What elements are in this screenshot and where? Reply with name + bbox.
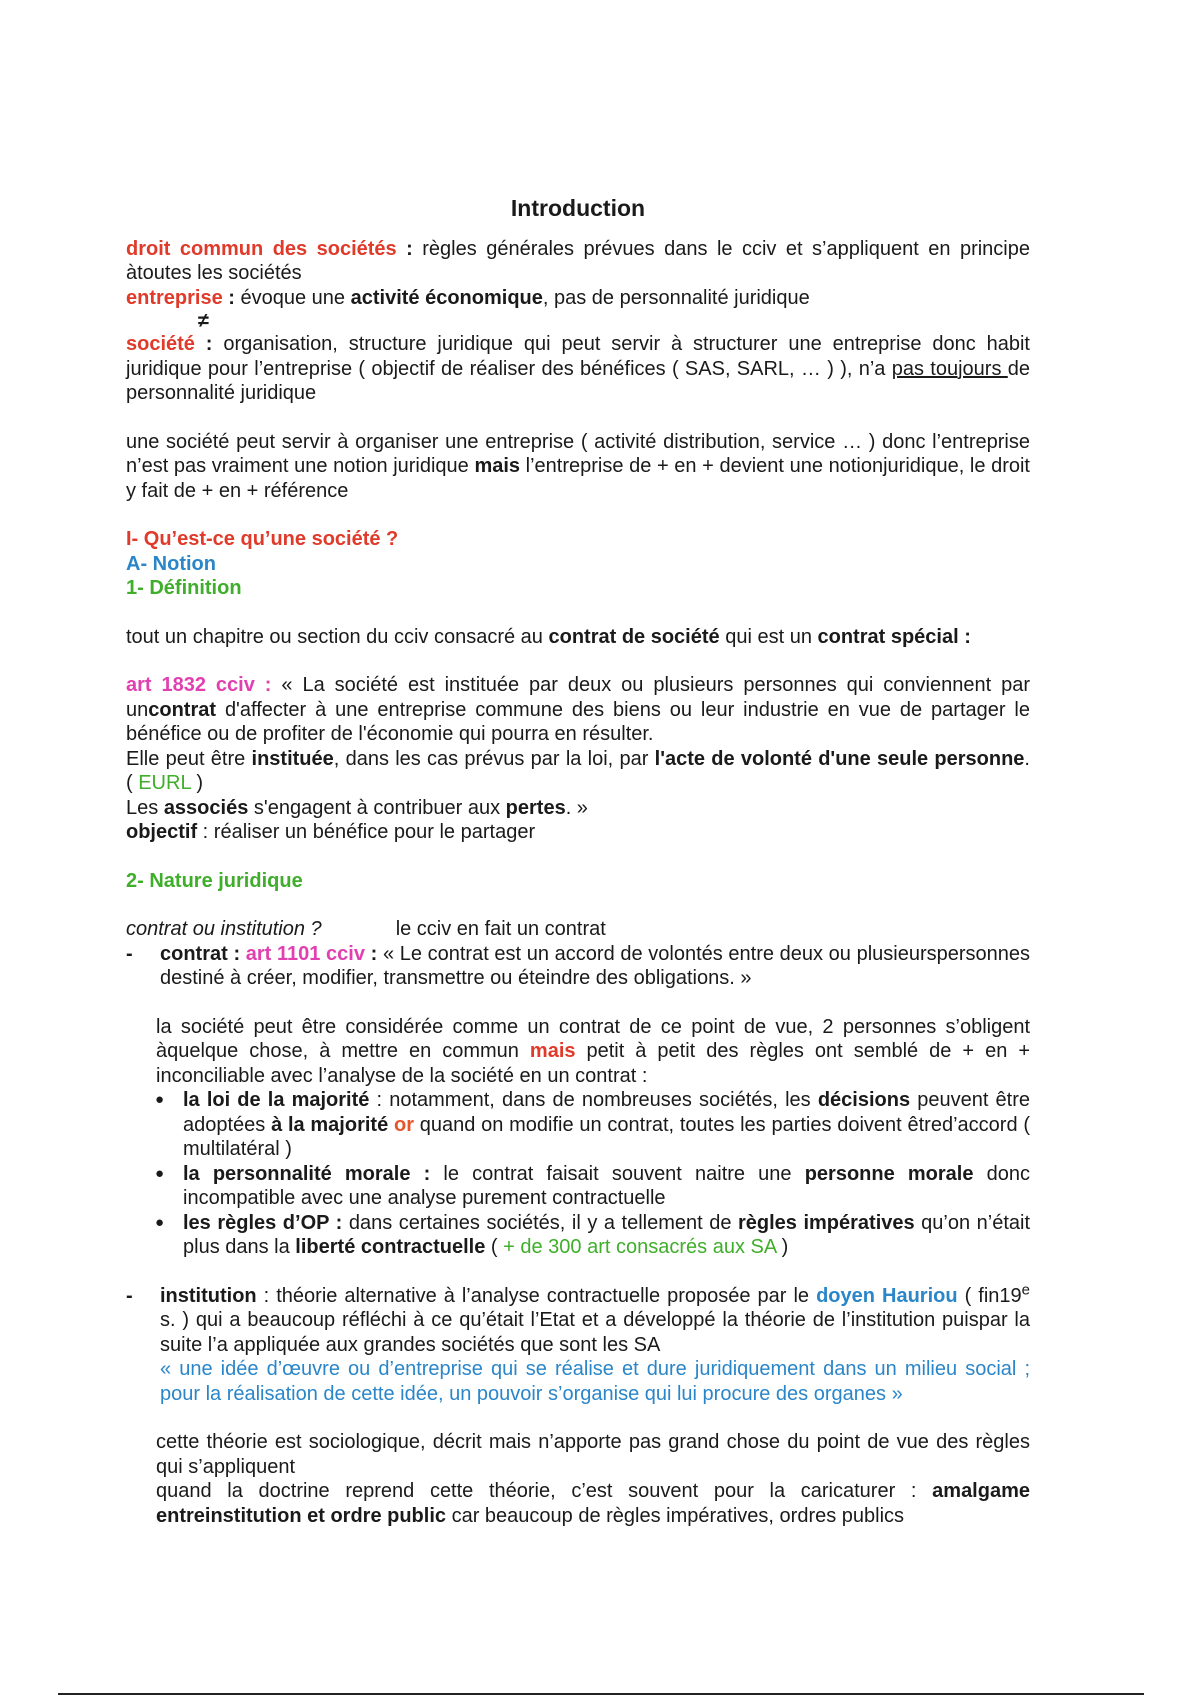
paragraph-text: le contrat faisait souvent naitre une: [430, 1162, 805, 1185]
heading-section-2: 2- Nature juridique: [126, 869, 303, 892]
definition-text: , pas de personnalité juridique: [542, 286, 810, 309]
term-societe: société: [126, 333, 195, 355]
closing-paragraph-2: [156, 1479, 1030, 1528]
quote-text: . »: [565, 796, 588, 819]
institution-item: [126, 1280, 1030, 1407]
article-ref-1832: art 1832 cciv :: [126, 674, 272, 696]
page-title: Introduction: [510, 195, 646, 221]
document-page: [126, 196, 1030, 1528]
emphasis-or: or: [393, 1113, 414, 1136]
quote-text: d'affecter à une entreprise commune des biens ou leur industrie en vue de partager le bénéfice ou de profiter de l'économie qui pourra en résulter.: [126, 698, 1030, 745]
dash-marker: -: [126, 942, 133, 965]
list-item: [183, 1211, 1030, 1260]
paragraph-analysis: [156, 1015, 1030, 1089]
paragraph-text: qui est un: [719, 625, 818, 648]
paragraph-text: ): [776, 1236, 789, 1258]
emphasis-mais: mais: [529, 1040, 576, 1062]
paragraph-text: quand la doctrine reprend cette théorie, c’est souvent pour la caricaturer :: [156, 1480, 933, 1502]
quote-text: , dans les cas prévus par la loi, par: [333, 747, 655, 770]
question-line: [126, 917, 1030, 942]
emphasis: contrat spécial :: [817, 625, 971, 648]
emphasis: décisions: [817, 1089, 911, 1111]
quote-text: « Le contrat est un accord de volontés entre deux ou plusieurspersonnes destiné à créer, modifier, transmettre ou éteindre des obligations. »: [160, 942, 1031, 989]
question-italic: contrat ou institution ?: [126, 918, 322, 940]
paragraph-text: l’entreprise de + en + devient une notionjuridique, le droit y fait de + en + référence: [126, 455, 1030, 502]
hauriou-quote: « une idée d’œuvre ou d’entreprise qui se réalise et dure juridiquement dans un milieu social ; pour la réalisation de cette idée, un pouvoir s’organise qui lui procure des organes »: [160, 1358, 1030, 1405]
definition-droit-commun: [126, 237, 1030, 286]
paragraph-text: s. ) qui a beaucoup réfléchi à ce qu’était l’Etat et a développé la théorie de l’institution puispar la suite l’a appliquée aux grandes sociétés que sont les SA: [160, 1309, 1030, 1356]
emphasis: instituée: [251, 747, 334, 770]
heading-section-I: I- Qu’est-ce qu’une société ?: [126, 528, 399, 550]
not-equal-symbol: ≠: [198, 310, 209, 332]
definition-entreprise: [126, 286, 1030, 311]
emphasis: les règles d’OP :: [183, 1211, 343, 1234]
paragraph-text: donc incompatible avec une analyse purement contractuelle: [183, 1162, 1030, 1209]
paragraph-text: ( fin19: [957, 1284, 1022, 1307]
definition-text: organisation, structure juridique qui peut servir à structurer une entreprise donc habit juridique pour l’entreprise ( objectif de réaliser des bénéfices ( SAS, SARL, … ) ), n’a: [126, 333, 1030, 380]
heading-section-1: 1- Définition: [126, 577, 242, 599]
emphasis: objectif: [126, 821, 198, 843]
quote-text: « La société est instituée par deux ou plusieurs personnes qui conviennent par un: [126, 674, 1030, 721]
list-item: [183, 1162, 1030, 1211]
emphasis: la loi de la majorité: [183, 1089, 370, 1111]
emphasis: pertes: [505, 796, 566, 819]
paragraph-text: qu’on n’était plus dans la: [183, 1211, 1030, 1258]
heading-section-A: A- Notion: [126, 552, 216, 575]
paragraph-text: la société peut être considérée comme un contrat de ce point de vue, 2 personnes s’obligent àquelque chose, à mettre en commun: [156, 1015, 1030, 1062]
paragraph-text: : notamment, dans de nombreuses sociétés, les: [369, 1089, 818, 1111]
emphasis: personne morale: [804, 1162, 974, 1185]
paragraph-entreprise-notion: [126, 430, 1030, 504]
emphasis: liberté contractuelle: [295, 1236, 486, 1258]
definition-text: évoque une: [240, 286, 351, 309]
emphasis: contrat: [148, 698, 217, 721]
quote-text: Les: [126, 796, 164, 819]
paragraph-text: (: [485, 1236, 504, 1258]
emphasis: associés: [163, 796, 249, 819]
contrat-item: [126, 942, 1030, 991]
quote-text: . (: [126, 747, 1030, 794]
emphasis: à la majorité: [271, 1113, 389, 1136]
green-note: + de 300 art consacrés aux SA: [503, 1236, 777, 1258]
eurl-note: EURL: [138, 772, 191, 794]
article-ref-1101: art 1101 cciv: [245, 942, 365, 965]
closing-paragraph-1: cette théorie est sociologique, décrit mais n’apporte pas grand chose du point de vue des règles qui s’appliquent: [156, 1431, 1030, 1478]
term-droit-commun: droit commun des sociétés: [126, 237, 397, 260]
emphasis: institution: [160, 1284, 257, 1307]
bottom-divider: [58, 1693, 1144, 1695]
definition-societe: [126, 332, 1030, 406]
article-1832-line2: [126, 747, 1030, 796]
objectif-line: [126, 820, 1030, 845]
underlined-text: pas toujours: [891, 357, 1008, 380]
article-1832-line3: [126, 796, 1030, 821]
paragraph-text: peuvent être adoptées: [183, 1089, 1031, 1136]
paragraph-text: petit à petit des règles ont semblé de + en + inconciliable avec l’analyse de la société en un contrat :: [156, 1040, 1030, 1087]
quote-text: Elle peut être: [126, 747, 252, 770]
paragraph-text: : théorie alternative à l’analyse contractuelle proposée par le: [256, 1284, 817, 1307]
superscript: e: [1021, 1280, 1030, 1298]
separator: :: [222, 286, 241, 309]
doyen-hauriou: doyen Hauriou: [816, 1284, 958, 1307]
emphasis: contrat de société: [548, 625, 720, 648]
quote-text: s'engagent à contribuer aux: [248, 796, 506, 819]
bullet-list: [126, 1088, 1030, 1260]
dash-marker: -: [126, 1284, 133, 1307]
paragraph-text: quand on modifie un contrat, toutes les parties doivent êtred’accord ( multilatéral ): [183, 1113, 1030, 1160]
emphasis: la personnalité morale :: [183, 1162, 431, 1185]
paragraph-text: car beaucoup de règles impératives, ordres publics: [446, 1504, 905, 1527]
article-1832-quote: [126, 673, 1030, 747]
emphasis: activité économique: [350, 286, 543, 309]
paragraph-text: tout un chapitre ou section du cciv consacré au: [126, 625, 549, 648]
emphasis: règles impératives: [737, 1211, 915, 1234]
separator: :: [364, 942, 378, 965]
emphasis: l'acte de volonté d'une seule personne: [654, 747, 1025, 770]
quote-text: ): [190, 772, 204, 794]
paragraph-text: une société peut servir à organiser une entreprise ( activité distribution, service … ) donc l’entreprise n’est pas vraiment une notion juridique: [126, 430, 1030, 477]
paragraph-text: dans certaines sociétés, il y a tellement de: [342, 1211, 738, 1234]
list-item: [183, 1088, 1030, 1162]
definition-text: de personnalité juridique: [126, 357, 1031, 404]
definition-text: règles générales prévues dans le cciv et s’appliquent en principe àtoutes les sociétés: [126, 237, 1030, 284]
emphasis: mais: [474, 455, 521, 477]
emphasis: contrat :: [160, 942, 241, 965]
emphasis: amalgame entreinstitution et ordre public: [156, 1480, 1030, 1527]
paragraph-text: le cciv en fait un contrat: [395, 918, 606, 940]
separator: :: [396, 237, 423, 260]
term-entreprise: entreprise: [126, 286, 223, 309]
separator: :: [194, 333, 224, 355]
paragraph-contrat-special: [126, 625, 1030, 650]
paragraph-text: : réaliser un bénéfice pour le partager: [197, 821, 536, 843]
